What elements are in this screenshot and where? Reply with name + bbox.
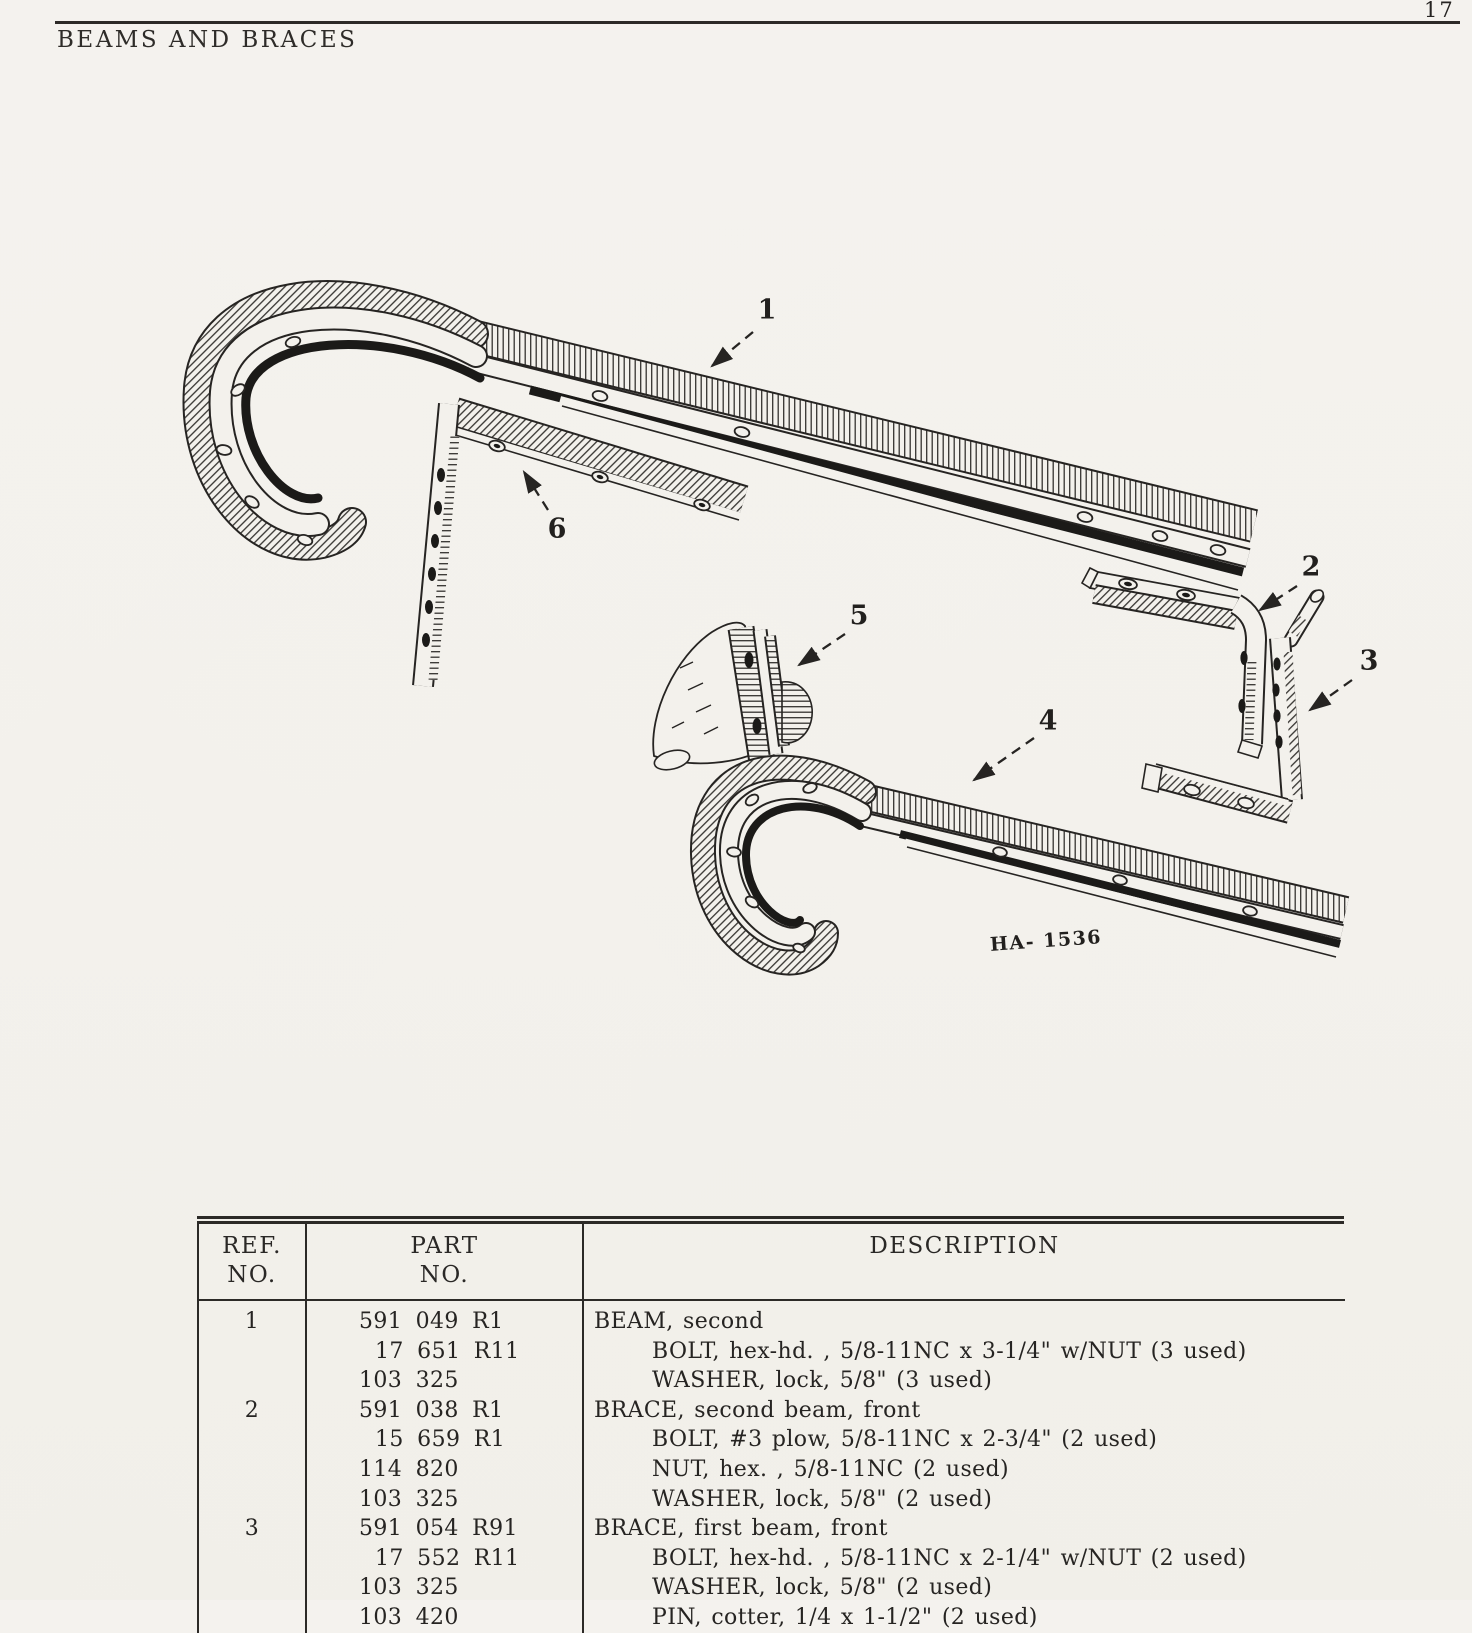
part-header-line2: NO. [419, 1262, 470, 1288]
table-row [198, 1603, 1345, 1633]
ref-cell [198, 1544, 306, 1574]
callout-4: 4 [1038, 705, 1058, 737]
ref-cell [198, 1485, 306, 1515]
callout-arrow-5 [799, 634, 845, 665]
table-row [198, 1514, 1345, 1544]
ref-header-line2: NO. [227, 1262, 277, 1288]
page-title: BEAMS AND BRACES [57, 27, 358, 53]
callout-5: 5 [849, 600, 869, 632]
table-row [198, 1366, 1345, 1396]
desc-cell: WASHER, lock, 5/8" (3 used) [652, 1368, 993, 1394]
table-row [198, 1300, 1345, 1337]
table-row [198, 1573, 1345, 1603]
desc-cell: BOLT, hex-hd. , 5/8-11NC x 3-1/4" w/NUT (3 used) [652, 1338, 1247, 1364]
ref-cell [198, 1425, 306, 1455]
table-row [198, 1485, 1345, 1515]
brace-angle-drawing [422, 404, 744, 686]
ref-cell: 3 [198, 1514, 306, 1544]
ref-header-line1: REF. [222, 1233, 282, 1259]
ref-cell [198, 1573, 306, 1603]
desc-cell: BRACE, first beam, front [594, 1516, 888, 1542]
callout-arrow-2 [1260, 586, 1297, 610]
desc-cell: WASHER, lock, 5/8" (2 used) [652, 1575, 993, 1601]
part-cell: 114 820 [306, 1455, 583, 1485]
part-cell: 103 325 [306, 1573, 583, 1603]
callout-arrow-6 [524, 472, 548, 510]
callout-3: 3 [1359, 645, 1379, 677]
part-cell: 17 552 R11 [306, 1544, 583, 1574]
callout-1: 1 [757, 294, 777, 326]
desc-cell: NUT, hex. , 5/8-11NC (2 used) [652, 1456, 1010, 1482]
desc-cell: WASHER, lock, 5/8" (2 used) [652, 1486, 993, 1512]
ref-cell [198, 1455, 306, 1485]
callout-2: 2 [1301, 551, 1321, 583]
description-header: DESCRIPTION [583, 1224, 1345, 1300]
part-cell: 591 049 R1 [306, 1300, 583, 1337]
table-row [198, 1455, 1345, 1485]
callout-arrow-3 [1310, 680, 1352, 710]
part-header-line1: PART [410, 1233, 479, 1259]
figure-code: HA- 1536 [989, 926, 1103, 956]
desc-cell: PIN, cotter, 1/4 x 1-1/2" (2 used) [652, 1604, 1038, 1630]
desc-cell: BOLT, #3 plow, 5/8-11NC x 2-3/4" (2 used) [652, 1427, 1158, 1453]
callout-6: 6 [547, 513, 567, 545]
part-cell: 15 659 R1 [306, 1425, 583, 1455]
ref-cell [198, 1603, 306, 1633]
callout-arrow-1 [712, 332, 753, 366]
frog-wedge-drawing [652, 623, 812, 773]
part-cell: 103 325 [306, 1366, 583, 1396]
ref-cell: 2 [198, 1396, 306, 1426]
callout-arrow-4 [974, 738, 1034, 780]
part-cell: 591 054 R91 [306, 1514, 583, 1544]
ref-cell [198, 1366, 306, 1396]
beam-second-drawing [197, 295, 1254, 590]
part-cell: 591 038 R1 [306, 1396, 583, 1426]
table-header-row [198, 1224, 1345, 1300]
table-row [198, 1544, 1345, 1574]
table-row [198, 1396, 1345, 1426]
ref-no-header [198, 1224, 306, 1300]
ref-cell [198, 1337, 306, 1367]
table-row [198, 1337, 1345, 1367]
desc-cell: BEAM, second [594, 1309, 764, 1334]
table-row [198, 1425, 1345, 1455]
desc-cell: BRACE, second beam, front [594, 1397, 921, 1423]
part-no-header [306, 1224, 583, 1300]
ref-cell: 1 [198, 1300, 306, 1337]
page-number: 17 [1424, 0, 1455, 22]
part-cell: 103 420 [306, 1603, 583, 1633]
brace-second-beam-drawing [1082, 568, 1262, 758]
part-cell: 17 651 R11 [306, 1337, 583, 1367]
parts-table [197, 1216, 1344, 1633]
part-cell: 103 325 [306, 1485, 583, 1515]
desc-cell: BOLT, hex-hd. , 5/8-11NC x 2-1/4" w/NUT (2 used) [652, 1545, 1247, 1571]
